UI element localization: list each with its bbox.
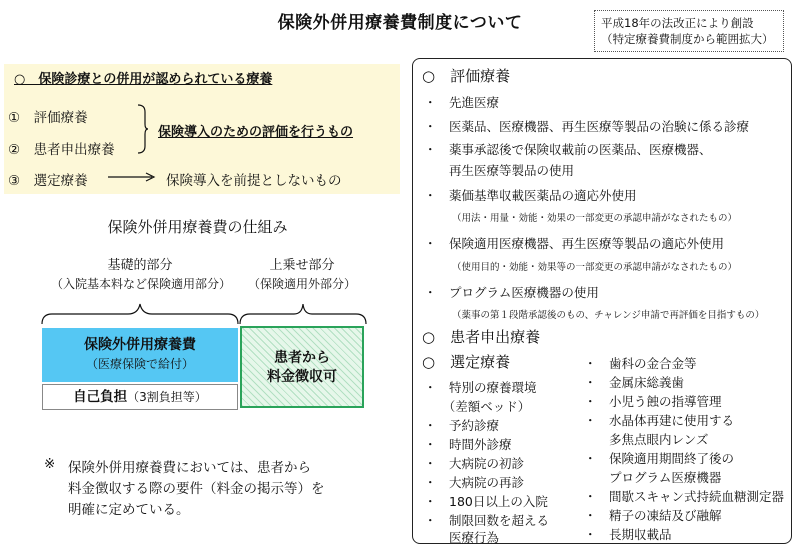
basic-part-label: 基礎的部分 [107, 258, 173, 273]
selected-item: ・ 特別の療養環境 [424, 380, 537, 395]
eval-item: ・ 保険適用医療機器、再生医療等製品の適応外使用 [424, 236, 725, 251]
summary-item-3-text: 保険導入を前提としないもの [166, 173, 342, 189]
summary-item-2: ② 患者申出療養 [8, 142, 115, 158]
insurance-benefit-title: 保険外併用療養費 [84, 337, 196, 353]
insurance-benefit-block [42, 328, 238, 382]
selected-item: ・ 精子の凍結及び融解 [584, 508, 722, 523]
selected-item: ・ 小児う蝕の指導管理 [584, 394, 722, 409]
selected-item: ・ 水晶体再建に使用する [584, 413, 735, 428]
eval-subnote: （使用目的・効能・効果等の一部変更の承認申請がなされたもの） [452, 262, 738, 273]
footnote-line-1: 保険外併用療養費においては、患者から [68, 460, 311, 476]
eval-item: ・ 先進医療 [424, 95, 500, 110]
selected-item: 医療行為 [424, 530, 500, 545]
selected-item: ・ 歯科の金合金等 [584, 356, 697, 371]
patient-charge-line-1: 患者から [274, 350, 330, 366]
summary-item-3: ③ 選定療養 [8, 173, 88, 189]
note-line-2: （特定療養費制度から範囲拡大） [601, 32, 774, 46]
eval-heading: ○ 評価療養 [422, 67, 511, 85]
copay-block [42, 384, 238, 410]
selected-item: ・ 制限回数を超える [424, 513, 550, 528]
copay-detail: （3割負担等） [127, 390, 207, 404]
right-brace-icon [138, 104, 148, 154]
patient-request-heading: ○ 患者申出療養 [422, 328, 541, 346]
eval-subnote: （用法・用量・効能・効果の一部変更の承認申請がなされたもの） [452, 213, 738, 224]
patient-charge-line-2: 料金徴収可 [267, 369, 337, 385]
eval-item: ・ 医薬品、医療機器、再生医療等製品の治験に係る診療 [424, 119, 750, 134]
selected-item: ・ 長期収載品 [584, 527, 672, 542]
summary-heading: ○ 保険診療との併用が認められている療養 [14, 72, 273, 87]
footnote-line-2: 料金徴収する際の要件（料金の掲示等）を [68, 481, 325, 497]
summary-bracket-text: 保険導入のための評価を行うもの [158, 125, 354, 140]
eval-item: ・ 薬価基準収載医薬品の適応外使用 [424, 188, 637, 203]
selected-item: プログラム医療機器 [584, 470, 722, 485]
note-line-1: 平成18年の法改正により創設 [601, 16, 754, 30]
selected-item: ・ 金属床総義歯 [584, 375, 685, 390]
footnote-mark: ※ [44, 456, 56, 472]
arrow-right-icon [108, 171, 156, 183]
selected-item: ・ 時間外診療 [424, 437, 512, 452]
insurance-benefit-sub: （医療保険で給付） [85, 357, 194, 371]
basic-brace-icon [42, 304, 238, 324]
selected-item: ・ 180日以上の入院 [424, 494, 548, 509]
selected-item: 多焦点眼内レンズ [584, 432, 709, 447]
eval-item: ・ プログラム医療機器の使用 [424, 285, 599, 300]
patient-charge-block [240, 326, 364, 408]
selected-item: ・ 間歇スキャン式持続血糖測定器 [584, 489, 785, 504]
selected-heading: ○ 選定療養 [422, 353, 511, 371]
mechanism-title: 保険外併用療養費の仕組み [107, 218, 288, 236]
selected-item: ・ 大病院の初診 [424, 456, 525, 471]
extra-part-sub: （保険適用外部分） [247, 277, 356, 291]
selected-item: ・ 大病院の再診 [424, 475, 525, 490]
copay-label: 自己負担 [73, 389, 128, 405]
page-title: 保険外併用療養費制度について [277, 13, 523, 33]
basic-part-sub: （入院基本料など保険適用部分） [50, 277, 231, 291]
part-braces [40, 300, 368, 326]
eval-item: 再生医療等製品の使用 [424, 163, 575, 178]
selected-item: ・ 予約診療 [424, 418, 500, 433]
extra-part-label: 上乗せ部分 [269, 258, 335, 273]
note-box [594, 10, 784, 52]
selected-item: ・ 保険適用期間終了後の [584, 451, 735, 466]
selected-item: （差額ベッド） [424, 399, 531, 414]
eval-subnote: （薬事の第１段階承認後のもの、チャレンジ申請で再評価を目指すもの） [452, 310, 765, 321]
summary-item-1: ① 評価療養 [8, 110, 88, 126]
footnote-line-3: 明確に定めている。 [68, 502, 190, 518]
extra-brace-icon [240, 304, 366, 324]
patient-charge-text [242, 349, 362, 387]
eval-item: ・ 薬事承認後で保険収載前の医薬品、医療機器、 [424, 142, 712, 157]
